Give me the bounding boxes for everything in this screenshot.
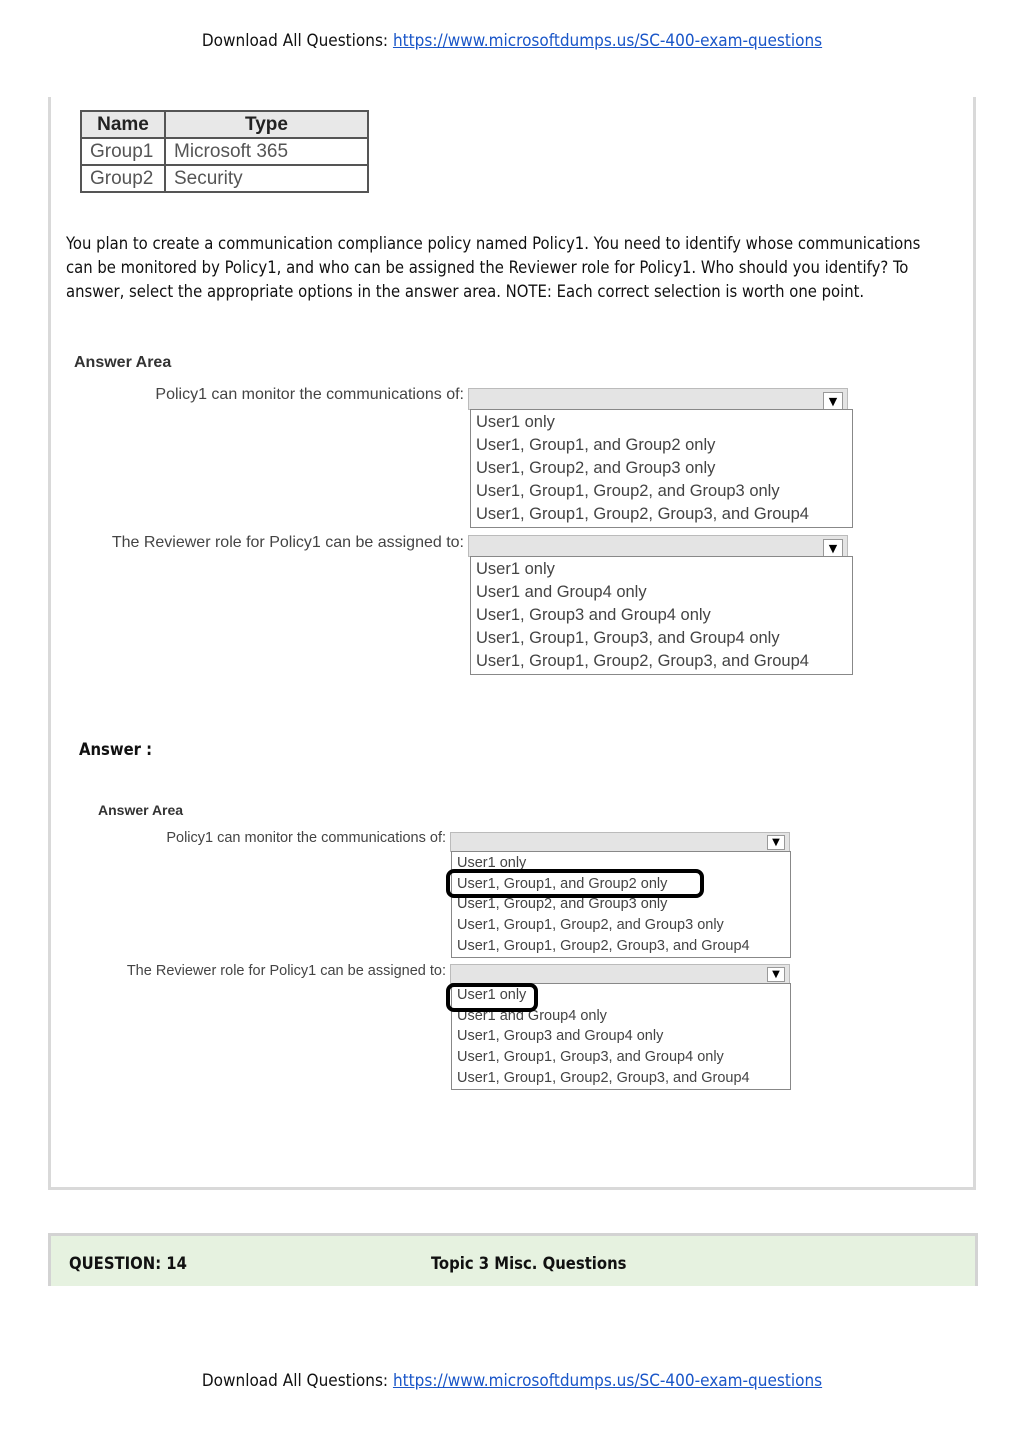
table-row [81, 165, 368, 192]
list-item[interactable]: User1 only [476, 413, 555, 431]
download-header [0, 31, 1024, 51]
table-cell: Group2 [81, 165, 165, 192]
list-item[interactable]: User1, Group1, and Group2 only [476, 436, 716, 454]
selection-circle [446, 869, 704, 898]
list-item[interactable]: User1, Group1, Group2, and Group3 only [476, 482, 780, 500]
table-header-row [81, 111, 368, 138]
list-item[interactable]: User1, Group1, Group2, Group3, and Group4 [476, 505, 809, 523]
list-item: User1 and Group4 only [457, 1007, 607, 1024]
list-item: User1, Group1, Group2, Group3, and Group4 [457, 1069, 750, 1086]
list-item: User1, Group1, Group3, and Group4 only [457, 1049, 724, 1066]
question-text: You plan to create a communication compliance policy named Policy1. You need to identify whose communications can be monitored by Policy1, and who can be assigned the Reviewer role for Policy1. Who should you identify? To answer, select the appropriate options in the answer area. NOTE: Each correct selection is worth one point. [66, 234, 921, 301]
table-cell: Security [165, 165, 368, 192]
list-item[interactable]: User1 only [476, 560, 555, 578]
answer-label: Answer : [79, 740, 153, 759]
download-prefix: Download All Questions: [201, 31, 389, 51]
monitor-dropdown [450, 832, 790, 852]
chevron-down-icon: ▼ [767, 967, 785, 982]
monitor-label: Policy1 can monitor the communications of: [166, 830, 446, 846]
download-prefix: Download All Questions: [201, 1371, 389, 1391]
list-item: User1, Group2, and Group3 only [457, 896, 668, 913]
monitor-options-list [451, 851, 791, 958]
list-item: User1 only [457, 855, 527, 871]
reviewer-label: The Reviewer role for Policy1 can be assigned to: [126, 963, 446, 979]
monitor-label: Policy1 can monitor the communications of: [155, 386, 464, 403]
reviewer-options-list [470, 556, 853, 675]
table-cell: Group1 [81, 138, 165, 165]
list-item-selected: User1, Group1, and Group2 only [457, 875, 668, 892]
reviewer-dropdown [450, 964, 790, 984]
list-item[interactable]: User1, Group3 and Group4 only [476, 606, 711, 624]
list-item[interactable]: User1, Group1, Group3, and Group4 only [476, 629, 780, 647]
question-bar [48, 1233, 978, 1286]
list-item: User1, Group1, Group2, and Group3 only [457, 917, 724, 934]
list-item: User1, Group1, Group2, Group3, and Group4 [457, 937, 750, 954]
monitor-options-list [470, 409, 853, 528]
groups-table [80, 110, 369, 193]
download-footer [0, 1371, 1024, 1391]
question-topic: Topic 3 Misc. Questions [431, 1254, 627, 1273]
answer-area-title: Answer Area [74, 354, 172, 371]
list-item[interactable]: User1, Group1, Group2, Group3, and Group4 [476, 652, 809, 670]
answer-area-title: Answer Area [98, 802, 184, 818]
download-link[interactable]: https://www.microsoftdumps.us/SC-400-exam-questions [392, 31, 823, 51]
reviewer-label: The Reviewer role for Policy1 can be assigned to: [111, 534, 464, 551]
list-item-selected: User1 only [457, 987, 527, 1003]
chevron-down-icon: ▼ [767, 835, 785, 850]
chevron-down-icon[interactable]: ▼ [823, 539, 843, 557]
list-item[interactable]: User1, Group2, and Group3 only [476, 459, 716, 477]
table-row [81, 138, 368, 165]
reviewer-dropdown[interactable] [468, 535, 848, 557]
table-header-type: Type [165, 111, 368, 138]
table-cell: Microsoft 365 [165, 138, 368, 165]
question-number: QUESTION: 14 [69, 1254, 187, 1273]
selection-circle [446, 983, 538, 1012]
list-item: User1, Group3 and Group4 only [457, 1028, 664, 1045]
download-link[interactable]: https://www.microsoftdumps.us/SC-400-exam-questions [392, 1371, 823, 1391]
table-header-name: Name [81, 111, 165, 138]
chevron-down-icon[interactable]: ▼ [823, 392, 843, 410]
monitor-dropdown[interactable] [468, 388, 848, 410]
list-item[interactable]: User1 and Group4 only [476, 583, 647, 601]
